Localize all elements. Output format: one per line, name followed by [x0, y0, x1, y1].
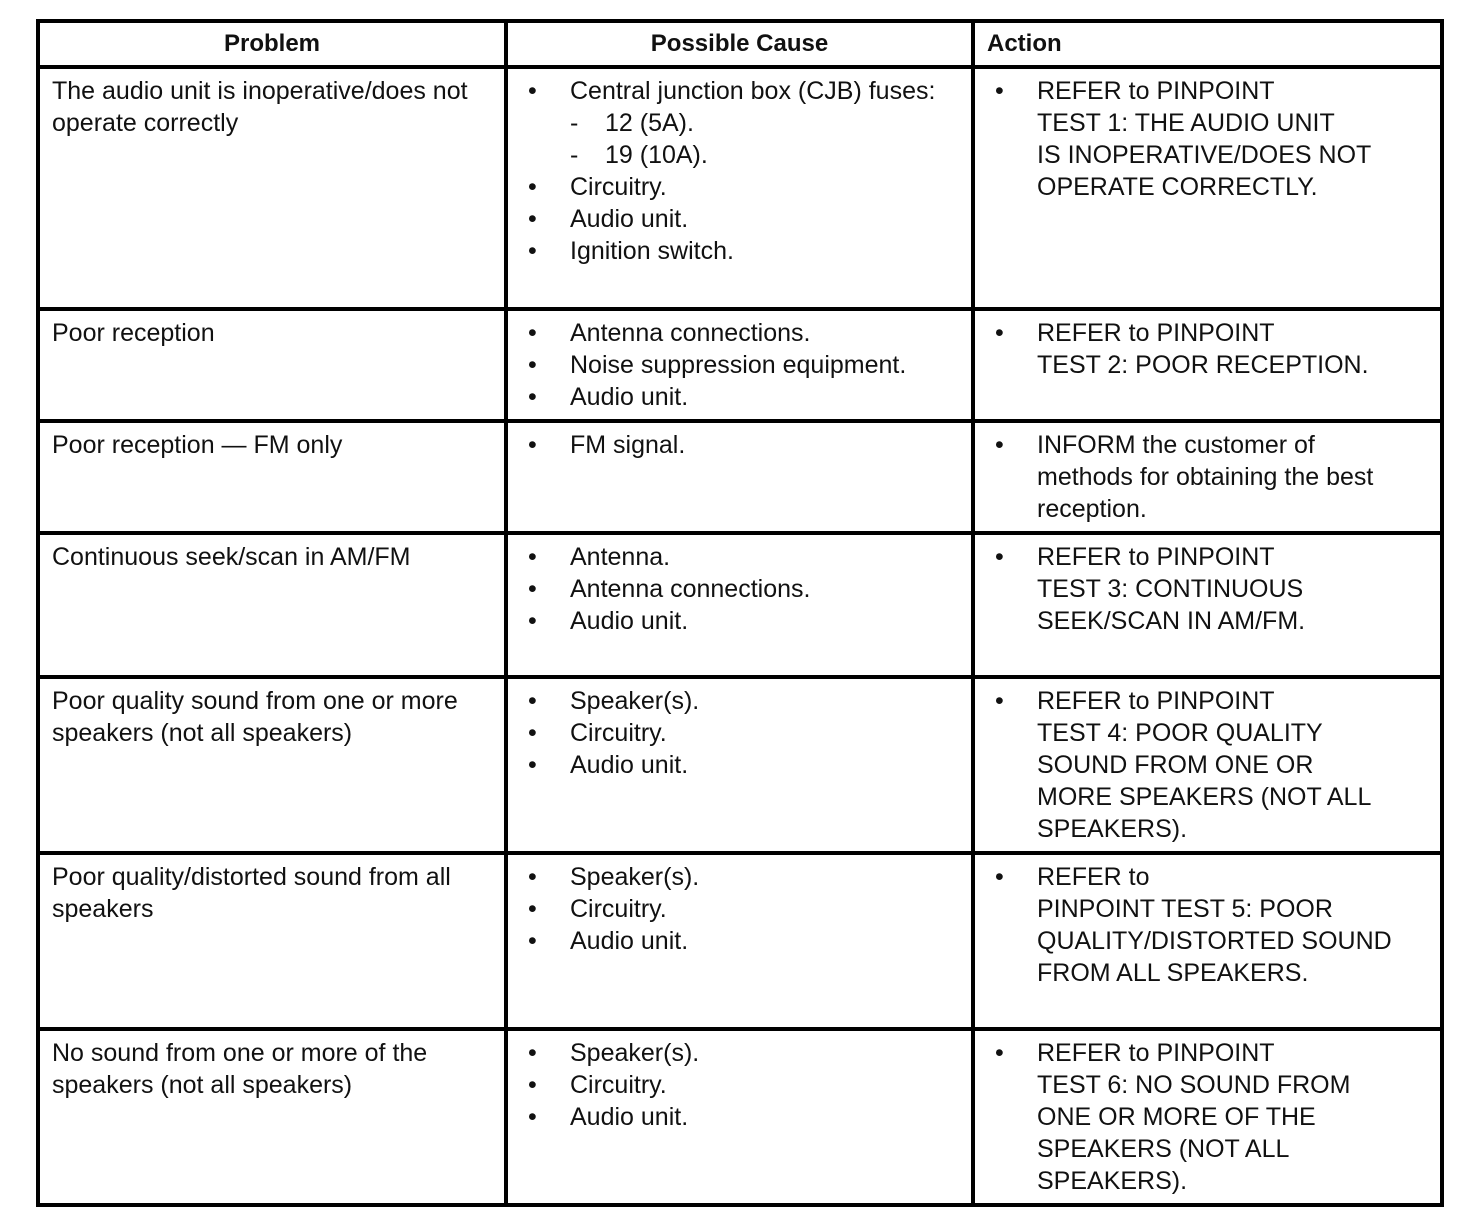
table-row [38, 533, 1442, 677]
action-item [987, 1037, 1428, 1197]
cause-item [520, 317, 959, 349]
cause-text: Antenna connections. [570, 319, 811, 347]
action-item [987, 685, 1428, 845]
cause-item [520, 685, 959, 717]
cause-item [520, 925, 959, 957]
cause-text: Circuitry. [570, 1071, 667, 1099]
bullet-icon: • [995, 687, 1004, 715]
action-text: REFER to PINPOINT TEST 2: POOR RECEPTION. [1037, 319, 1369, 379]
bullet-icon: • [528, 575, 537, 603]
table-row [38, 309, 1442, 421]
diagnostic-table [36, 19, 1444, 1207]
cause-item [520, 381, 959, 413]
action-list [987, 541, 1428, 637]
cause-list [520, 541, 959, 637]
action-text: REFER to PINPOINT TEST 3: CONTINUOUS SEEK/SCAN IN AM/FM. [1037, 543, 1306, 635]
cause-text: Circuitry. [570, 173, 667, 201]
cause-item [520, 893, 959, 925]
cause-list [520, 75, 959, 267]
bullet-icon: • [528, 927, 537, 955]
cause-list [520, 317, 959, 413]
cause-cell [506, 309, 973, 421]
action-cell [973, 309, 1442, 421]
bullet-icon: • [995, 543, 1004, 571]
bullet-icon: • [528, 1103, 537, 1131]
cause-text: Audio unit. [570, 205, 689, 233]
action-cell [973, 67, 1442, 309]
bullet-icon: • [528, 1071, 537, 1099]
cause-item [520, 861, 959, 893]
problem-cell [38, 533, 506, 677]
header-possible-cause: Possible Cause [506, 21, 973, 67]
action-item [987, 429, 1428, 525]
cause-list [520, 1037, 959, 1133]
cause-item [520, 749, 959, 781]
action-text: REFER to PINPOINT TEST 4: POOR QUALITY SOUND FROM ONE OR MORE SPEAKERS (NOT ALL SPEAKERS). [1037, 687, 1372, 843]
cause-cell [506, 421, 973, 533]
table-row [38, 853, 1442, 1029]
action-list [987, 861, 1428, 989]
cause-item [520, 75, 959, 171]
header-problem: Problem [38, 21, 506, 67]
action-text: REFER to PINPOINT TEST 6: NO SOUND FROM ONE OR MORE OF THE SPEAKERS (NOT ALL SPEAKERS). [1037, 1039, 1351, 1195]
cause-text: Ignition switch. [570, 237, 734, 265]
bullet-icon: • [528, 205, 537, 233]
action-item [987, 861, 1428, 989]
cause-item [520, 1101, 959, 1133]
cause-text: Speaker(s). [570, 687, 700, 715]
problem-text: The audio unit is inoperative/does not operate correctly [52, 77, 468, 137]
problem-text: Poor reception — FM only [52, 431, 343, 459]
action-list [987, 429, 1428, 525]
cause-item [520, 573, 959, 605]
action-cell [973, 677, 1442, 853]
action-text: INFORM the customer of methods for obtaining the best reception. [1037, 431, 1374, 523]
table-row [38, 421, 1442, 533]
action-list [987, 685, 1428, 845]
header-action: Action [973, 21, 1442, 67]
cause-cell [506, 67, 973, 309]
action-cell [973, 533, 1442, 677]
cause-item [520, 235, 959, 267]
action-list [987, 75, 1428, 203]
table-row [38, 677, 1442, 853]
bullet-icon: • [995, 1039, 1004, 1067]
action-list [987, 1037, 1428, 1197]
bullet-icon: • [528, 895, 537, 923]
cause-item [520, 605, 959, 637]
fuse-item [570, 139, 959, 171]
dash-icon: - [570, 109, 579, 137]
bullet-icon: • [995, 77, 1004, 105]
problem-text: No sound from one or more of the speakers (not all speakers) [52, 1039, 428, 1099]
bullet-icon: • [995, 319, 1004, 347]
fuse-text: 19 (10A). [605, 141, 708, 169]
action-item [987, 541, 1428, 637]
cause-text: Audio unit. [570, 1103, 689, 1131]
problem-text: Continuous seek/scan in AM/FM [52, 543, 411, 571]
bullet-icon: • [528, 431, 537, 459]
table-header-row [38, 21, 1442, 67]
cause-text: Audio unit. [570, 607, 689, 635]
cause-cell [506, 677, 973, 853]
fuse-text: 12 (5A). [605, 109, 694, 137]
cause-item [520, 349, 959, 381]
action-text: REFER to PINPOINT TEST 1: THE AUDIO UNIT IS INOPERATIVE/DOES NOT OPERATE CORRECTLY. [1037, 77, 1372, 201]
cause-text: Audio unit. [570, 383, 689, 411]
cause-list [520, 429, 959, 461]
bullet-icon: • [528, 77, 537, 105]
action-item [987, 317, 1428, 381]
table-row [38, 67, 1442, 309]
cause-text: Circuitry. [570, 719, 667, 747]
action-cell [973, 1029, 1442, 1205]
action-list [987, 317, 1428, 381]
bullet-icon: • [528, 173, 537, 201]
table-row [38, 1029, 1442, 1205]
cause-text: Noise suppression equipment. [570, 351, 907, 379]
action-cell [973, 421, 1442, 533]
cause-text: Antenna connections. [570, 575, 811, 603]
cause-text: Audio unit. [570, 751, 689, 779]
problem-text: Poor reception [52, 319, 215, 347]
cause-text: Antenna. [570, 543, 671, 571]
bullet-icon: • [528, 863, 537, 891]
bullet-icon: • [528, 719, 537, 747]
cause-text: Speaker(s). [570, 863, 700, 891]
cause-item [520, 1069, 959, 1101]
cause-item [520, 203, 959, 235]
fuse-sublist [570, 107, 959, 171]
bullet-icon: • [995, 863, 1004, 891]
cause-text: Circuitry. [570, 895, 667, 923]
action-cell [973, 853, 1442, 1029]
problem-text: Poor quality sound from one or more speakers (not all speakers) [52, 687, 458, 747]
fuse-item [570, 107, 959, 139]
cause-item [520, 1037, 959, 1069]
problem-cell [38, 677, 506, 853]
cause-list [520, 861, 959, 957]
problem-text: Poor quality/distorted sound from all speakers [52, 863, 451, 923]
problem-cell [38, 1029, 506, 1205]
bullet-icon: • [528, 543, 537, 571]
cause-list [520, 685, 959, 781]
cause-cell [506, 533, 973, 677]
cause-item [520, 717, 959, 749]
cause-text: Audio unit. [570, 927, 689, 955]
cause-item [520, 429, 959, 461]
cause-text: FM signal. [570, 431, 686, 459]
action-text: REFER to PINPOINT TEST 5: POOR QUALITY/DISTORTED SOUND FROM ALL SPEAKERS. [1037, 863, 1392, 987]
cause-text: Central junction box (CJB) fuses: [570, 77, 936, 105]
cause-cell [506, 853, 973, 1029]
bullet-icon: • [528, 237, 537, 265]
problem-cell [38, 853, 506, 1029]
action-item [987, 75, 1428, 203]
cause-cell [506, 1029, 973, 1205]
bullet-icon: • [528, 351, 537, 379]
dash-icon: - [570, 141, 579, 169]
cause-text: Speaker(s). [570, 1039, 700, 1067]
bullet-icon: • [528, 383, 537, 411]
bullet-icon: • [528, 607, 537, 635]
problem-cell [38, 309, 506, 421]
problem-cell [38, 421, 506, 533]
bullet-icon: • [528, 687, 537, 715]
cause-item [520, 541, 959, 573]
problem-cell [38, 67, 506, 309]
cause-item [520, 171, 959, 203]
bullet-icon: • [995, 431, 1004, 459]
bullet-icon: • [528, 1039, 537, 1067]
bullet-icon: • [528, 319, 537, 347]
bullet-icon: • [528, 751, 537, 779]
